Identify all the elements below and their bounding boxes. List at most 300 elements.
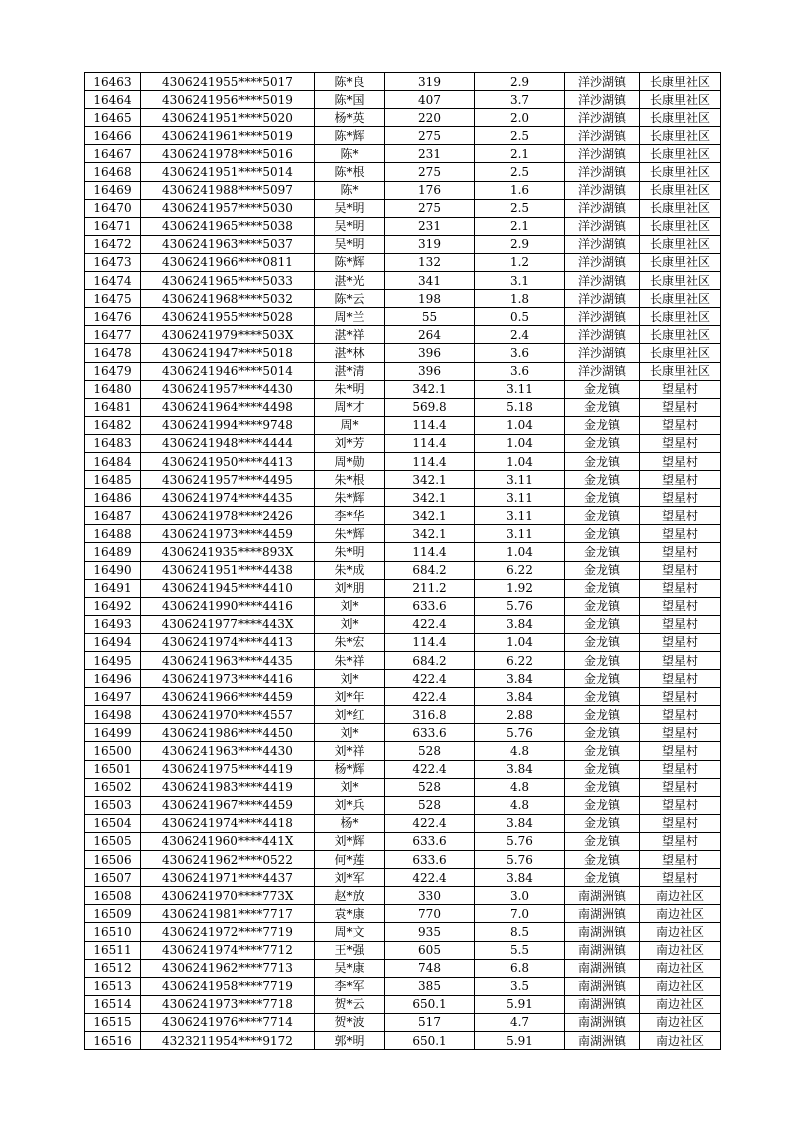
seq-cell: 16470 bbox=[85, 199, 141, 217]
table-row bbox=[85, 615, 721, 633]
name-cell: 刘*朋 bbox=[315, 579, 385, 597]
amount-cell: 1.04 bbox=[475, 416, 565, 434]
area-cell: 684.2 bbox=[385, 561, 475, 579]
amount-cell: 3.0 bbox=[475, 887, 565, 905]
table-row bbox=[85, 688, 721, 706]
town-cell: 南湖洲镇 bbox=[565, 941, 640, 959]
seq-cell: 16475 bbox=[85, 290, 141, 308]
seq-cell: 16484 bbox=[85, 452, 141, 470]
table-row bbox=[85, 253, 721, 271]
amount-cell: 3.6 bbox=[475, 344, 565, 362]
area-cell: 220 bbox=[385, 109, 475, 127]
amount-cell: 5.76 bbox=[475, 832, 565, 850]
id-number-cell: 4306241951****4438 bbox=[141, 561, 315, 579]
town-cell: 南湖洲镇 bbox=[565, 959, 640, 977]
name-cell: 刘* bbox=[315, 597, 385, 615]
seq-cell: 16469 bbox=[85, 181, 141, 199]
id-number-cell: 4306241970****4557 bbox=[141, 706, 315, 724]
seq-cell: 16507 bbox=[85, 869, 141, 887]
village-cell: 南边社区 bbox=[640, 959, 721, 977]
seq-cell: 16493 bbox=[85, 615, 141, 633]
area-cell: 114.4 bbox=[385, 434, 475, 452]
town-cell: 金龙镇 bbox=[565, 706, 640, 724]
town-cell: 金龙镇 bbox=[565, 652, 640, 670]
area-cell: 422.4 bbox=[385, 814, 475, 832]
id-number-cell: 4306241963****4430 bbox=[141, 742, 315, 760]
id-number-cell: 4306241945****4410 bbox=[141, 579, 315, 597]
town-cell: 洋沙湖镇 bbox=[565, 91, 640, 109]
amount-cell: 1.6 bbox=[475, 181, 565, 199]
town-cell: 金龙镇 bbox=[565, 688, 640, 706]
table-row bbox=[85, 959, 721, 977]
name-cell: 刘* bbox=[315, 724, 385, 742]
town-cell: 金龙镇 bbox=[565, 851, 640, 869]
amount-cell: 5.76 bbox=[475, 597, 565, 615]
village-cell: 望星村 bbox=[640, 633, 721, 651]
amount-cell: 6.22 bbox=[475, 652, 565, 670]
village-cell: 长康里社区 bbox=[640, 362, 721, 380]
area-cell: 264 bbox=[385, 326, 475, 344]
table-row bbox=[85, 670, 721, 688]
area-cell: 684.2 bbox=[385, 652, 475, 670]
amount-cell: 2.1 bbox=[475, 145, 565, 163]
id-number-cell: 4306241958****7719 bbox=[141, 977, 315, 995]
table-row bbox=[85, 398, 721, 416]
town-cell: 金龙镇 bbox=[565, 670, 640, 688]
area-cell: 231 bbox=[385, 217, 475, 235]
seq-cell: 16478 bbox=[85, 344, 141, 362]
area-cell: 569.8 bbox=[385, 398, 475, 416]
name-cell: 李*军 bbox=[315, 977, 385, 995]
amount-cell: 3.84 bbox=[475, 615, 565, 633]
id-number-cell: 4306241977****443X bbox=[141, 615, 315, 633]
table-row bbox=[85, 561, 721, 579]
village-cell: 望星村 bbox=[640, 688, 721, 706]
table-row bbox=[85, 851, 721, 869]
seq-cell: 16505 bbox=[85, 832, 141, 850]
table-row bbox=[85, 145, 721, 163]
table-row bbox=[85, 199, 721, 217]
id-number-cell: 4306241979****503X bbox=[141, 326, 315, 344]
area-cell: 55 bbox=[385, 308, 475, 326]
area-cell: 275 bbox=[385, 163, 475, 181]
name-cell: 吴*康 bbox=[315, 959, 385, 977]
amount-cell: 1.04 bbox=[475, 543, 565, 561]
id-number-cell: 4306241986****4450 bbox=[141, 724, 315, 742]
town-cell: 金龙镇 bbox=[565, 579, 640, 597]
town-cell: 金龙镇 bbox=[565, 452, 640, 470]
seq-cell: 16494 bbox=[85, 633, 141, 651]
area-cell: 407 bbox=[385, 91, 475, 109]
id-number-cell: 4306241957****5030 bbox=[141, 199, 315, 217]
amount-cell: 6.22 bbox=[475, 561, 565, 579]
seq-cell: 16514 bbox=[85, 995, 141, 1013]
id-number-cell: 4306241974****7712 bbox=[141, 941, 315, 959]
amount-cell: 3.84 bbox=[475, 688, 565, 706]
town-cell: 洋沙湖镇 bbox=[565, 127, 640, 145]
table-row bbox=[85, 308, 721, 326]
name-cell: 刘*军 bbox=[315, 869, 385, 887]
amount-cell: 1.04 bbox=[475, 452, 565, 470]
town-cell: 金龙镇 bbox=[565, 778, 640, 796]
table-row bbox=[85, 579, 721, 597]
area-cell: 316.8 bbox=[385, 706, 475, 724]
village-cell: 望星村 bbox=[640, 452, 721, 470]
table-row bbox=[85, 344, 721, 362]
area-cell: 176 bbox=[385, 181, 475, 199]
amount-cell: 3.7 bbox=[475, 91, 565, 109]
seq-cell: 16503 bbox=[85, 796, 141, 814]
town-cell: 金龙镇 bbox=[565, 416, 640, 434]
name-cell: 朱*辉 bbox=[315, 489, 385, 507]
amount-cell: 3.84 bbox=[475, 814, 565, 832]
name-cell: 陈*良 bbox=[315, 73, 385, 91]
amount-cell: 0.5 bbox=[475, 308, 565, 326]
name-cell: 朱*宏 bbox=[315, 633, 385, 651]
table-row bbox=[85, 742, 721, 760]
seq-cell: 16515 bbox=[85, 1013, 141, 1031]
name-cell: 朱*成 bbox=[315, 561, 385, 579]
table-row bbox=[85, 652, 721, 670]
area-cell: 114.4 bbox=[385, 452, 475, 470]
town-cell: 南湖洲镇 bbox=[565, 1031, 640, 1049]
table-row bbox=[85, 434, 721, 452]
amount-cell: 8.5 bbox=[475, 923, 565, 941]
town-cell: 洋沙湖镇 bbox=[565, 253, 640, 271]
town-cell: 洋沙湖镇 bbox=[565, 362, 640, 380]
name-cell: 刘*祥 bbox=[315, 742, 385, 760]
id-number-cell: 4306241968****5032 bbox=[141, 290, 315, 308]
village-cell: 长康里社区 bbox=[640, 91, 721, 109]
village-cell: 望星村 bbox=[640, 869, 721, 887]
area-cell: 633.6 bbox=[385, 832, 475, 850]
area-cell: 342.1 bbox=[385, 489, 475, 507]
village-cell: 望星村 bbox=[640, 814, 721, 832]
id-number-cell: 4306241957****4430 bbox=[141, 380, 315, 398]
seq-cell: 16498 bbox=[85, 706, 141, 724]
id-number-cell: 4306241967****4459 bbox=[141, 796, 315, 814]
table-row bbox=[85, 923, 721, 941]
village-cell: 望星村 bbox=[640, 489, 721, 507]
amount-cell: 1.04 bbox=[475, 633, 565, 651]
village-cell: 长康里社区 bbox=[640, 235, 721, 253]
seq-cell: 16502 bbox=[85, 778, 141, 796]
amount-cell: 3.11 bbox=[475, 489, 565, 507]
table-row bbox=[85, 977, 721, 995]
table-row bbox=[85, 778, 721, 796]
seq-cell: 16464 bbox=[85, 91, 141, 109]
name-cell: 杨* bbox=[315, 814, 385, 832]
seq-cell: 16516 bbox=[85, 1031, 141, 1049]
name-cell: 刘*芳 bbox=[315, 434, 385, 452]
amount-cell: 2.5 bbox=[475, 163, 565, 181]
amount-cell: 7.0 bbox=[475, 905, 565, 923]
seq-cell: 16477 bbox=[85, 326, 141, 344]
table-row bbox=[85, 633, 721, 651]
amount-cell: 3.11 bbox=[475, 471, 565, 489]
name-cell: 湛*光 bbox=[315, 272, 385, 290]
town-cell: 金龙镇 bbox=[565, 507, 640, 525]
village-cell: 长康里社区 bbox=[640, 344, 721, 362]
village-cell: 望星村 bbox=[640, 507, 721, 525]
village-cell: 南边社区 bbox=[640, 1013, 721, 1031]
village-cell: 长康里社区 bbox=[640, 73, 721, 91]
town-cell: 金龙镇 bbox=[565, 760, 640, 778]
area-cell: 422.4 bbox=[385, 688, 475, 706]
village-cell: 望星村 bbox=[640, 832, 721, 850]
table-row bbox=[85, 91, 721, 109]
id-number-cell: 4306241978****5016 bbox=[141, 145, 315, 163]
town-cell: 金龙镇 bbox=[565, 471, 640, 489]
amount-cell: 3.84 bbox=[475, 869, 565, 887]
name-cell: 袁*康 bbox=[315, 905, 385, 923]
area-cell: 114.4 bbox=[385, 543, 475, 561]
table-row bbox=[85, 235, 721, 253]
table-row bbox=[85, 869, 721, 887]
name-cell: 周*才 bbox=[315, 398, 385, 416]
id-number-cell: 4306241962****0522 bbox=[141, 851, 315, 869]
id-number-cell: 4306241956****5019 bbox=[141, 91, 315, 109]
name-cell: 刘*兵 bbox=[315, 796, 385, 814]
village-cell: 望星村 bbox=[640, 579, 721, 597]
amount-cell: 3.5 bbox=[475, 977, 565, 995]
amount-cell: 4.8 bbox=[475, 778, 565, 796]
area-cell: 275 bbox=[385, 127, 475, 145]
name-cell: 郭*明 bbox=[315, 1031, 385, 1049]
village-cell: 望星村 bbox=[640, 742, 721, 760]
town-cell: 金龙镇 bbox=[565, 525, 640, 543]
table-row bbox=[85, 1031, 721, 1049]
seq-cell: 16485 bbox=[85, 471, 141, 489]
town-cell: 南湖洲镇 bbox=[565, 1013, 640, 1031]
seq-cell: 16495 bbox=[85, 652, 141, 670]
village-cell: 长康里社区 bbox=[640, 109, 721, 127]
table-row bbox=[85, 362, 721, 380]
town-cell: 金龙镇 bbox=[565, 869, 640, 887]
area-cell: 342.1 bbox=[385, 380, 475, 398]
village-cell: 长康里社区 bbox=[640, 127, 721, 145]
area-cell: 342.1 bbox=[385, 471, 475, 489]
id-number-cell: 4306241974****4413 bbox=[141, 633, 315, 651]
table-row bbox=[85, 471, 721, 489]
town-cell: 金龙镇 bbox=[565, 380, 640, 398]
village-cell: 望星村 bbox=[640, 434, 721, 452]
seq-cell: 16481 bbox=[85, 398, 141, 416]
id-number-cell: 4306241990****4416 bbox=[141, 597, 315, 615]
town-cell: 洋沙湖镇 bbox=[565, 272, 640, 290]
id-number-cell: 4306241964****4498 bbox=[141, 398, 315, 416]
town-cell: 金龙镇 bbox=[565, 398, 640, 416]
town-cell: 洋沙湖镇 bbox=[565, 290, 640, 308]
village-cell: 望星村 bbox=[640, 597, 721, 615]
seq-cell: 16482 bbox=[85, 416, 141, 434]
village-cell: 南边社区 bbox=[640, 887, 721, 905]
village-cell: 长康里社区 bbox=[640, 217, 721, 235]
name-cell: 杨*英 bbox=[315, 109, 385, 127]
id-number-cell: 4306241965****5038 bbox=[141, 217, 315, 235]
town-cell: 洋沙湖镇 bbox=[565, 217, 640, 235]
area-cell: 319 bbox=[385, 235, 475, 253]
amount-cell: 5.18 bbox=[475, 398, 565, 416]
village-cell: 南边社区 bbox=[640, 1031, 721, 1049]
table-row bbox=[85, 887, 721, 905]
village-cell: 南边社区 bbox=[640, 941, 721, 959]
seq-cell: 16492 bbox=[85, 597, 141, 615]
seq-cell: 16479 bbox=[85, 362, 141, 380]
id-number-cell: 4323211954****9172 bbox=[141, 1031, 315, 1049]
table-row bbox=[85, 941, 721, 959]
town-cell: 金龙镇 bbox=[565, 814, 640, 832]
amount-cell: 5.76 bbox=[475, 724, 565, 742]
amount-cell: 2.5 bbox=[475, 127, 565, 145]
seq-cell: 16500 bbox=[85, 742, 141, 760]
town-cell: 洋沙湖镇 bbox=[565, 308, 640, 326]
table-row bbox=[85, 109, 721, 127]
seq-cell: 16486 bbox=[85, 489, 141, 507]
town-cell: 洋沙湖镇 bbox=[565, 163, 640, 181]
id-number-cell: 4306241974****4435 bbox=[141, 489, 315, 507]
village-cell: 望星村 bbox=[640, 670, 721, 688]
amount-cell: 2.9 bbox=[475, 235, 565, 253]
village-cell: 南边社区 bbox=[640, 977, 721, 995]
town-cell: 金龙镇 bbox=[565, 742, 640, 760]
town-cell: 洋沙湖镇 bbox=[565, 199, 640, 217]
amount-cell: 3.11 bbox=[475, 525, 565, 543]
name-cell: 陈*辉 bbox=[315, 253, 385, 271]
name-cell: 贺*云 bbox=[315, 995, 385, 1013]
area-cell: 198 bbox=[385, 290, 475, 308]
area-cell: 633.6 bbox=[385, 597, 475, 615]
id-number-cell: 4306241950****4413 bbox=[141, 452, 315, 470]
name-cell: 周* bbox=[315, 416, 385, 434]
seq-cell: 16474 bbox=[85, 272, 141, 290]
table-row bbox=[85, 163, 721, 181]
town-cell: 金龙镇 bbox=[565, 434, 640, 452]
id-number-cell: 4306241971****4437 bbox=[141, 869, 315, 887]
name-cell: 李*华 bbox=[315, 507, 385, 525]
area-cell: 342.1 bbox=[385, 525, 475, 543]
id-number-cell: 4306241972****7719 bbox=[141, 923, 315, 941]
town-cell: 金龙镇 bbox=[565, 633, 640, 651]
seq-cell: 16488 bbox=[85, 525, 141, 543]
village-cell: 长康里社区 bbox=[640, 253, 721, 271]
seq-cell: 16509 bbox=[85, 905, 141, 923]
area-cell: 275 bbox=[385, 199, 475, 217]
village-cell: 望星村 bbox=[640, 760, 721, 778]
area-cell: 385 bbox=[385, 977, 475, 995]
name-cell: 王*强 bbox=[315, 941, 385, 959]
area-cell: 935 bbox=[385, 923, 475, 941]
town-cell: 南湖洲镇 bbox=[565, 923, 640, 941]
table-row bbox=[85, 905, 721, 923]
table-row bbox=[85, 290, 721, 308]
seq-cell: 16512 bbox=[85, 959, 141, 977]
seq-cell: 16496 bbox=[85, 670, 141, 688]
area-cell: 770 bbox=[385, 905, 475, 923]
village-cell: 长康里社区 bbox=[640, 290, 721, 308]
seq-cell: 16501 bbox=[85, 760, 141, 778]
seq-cell: 16465 bbox=[85, 109, 141, 127]
town-cell: 金龙镇 bbox=[565, 543, 640, 561]
id-number-cell: 4306241960****441X bbox=[141, 832, 315, 850]
village-cell: 望星村 bbox=[640, 615, 721, 633]
area-cell: 422.4 bbox=[385, 670, 475, 688]
id-number-cell: 4306241974****4418 bbox=[141, 814, 315, 832]
village-cell: 望星村 bbox=[640, 652, 721, 670]
name-cell: 刘*红 bbox=[315, 706, 385, 724]
id-number-cell: 4306241955****5028 bbox=[141, 308, 315, 326]
area-cell: 114.4 bbox=[385, 416, 475, 434]
village-cell: 长康里社区 bbox=[640, 308, 721, 326]
area-cell: 342.1 bbox=[385, 507, 475, 525]
area-cell: 528 bbox=[385, 778, 475, 796]
area-cell: 211.2 bbox=[385, 579, 475, 597]
name-cell: 朱*明 bbox=[315, 380, 385, 398]
table-row bbox=[85, 452, 721, 470]
amount-cell: 2.0 bbox=[475, 109, 565, 127]
amount-cell: 4.8 bbox=[475, 742, 565, 760]
name-cell: 刘* bbox=[315, 670, 385, 688]
area-cell: 422.4 bbox=[385, 869, 475, 887]
area-cell: 132 bbox=[385, 253, 475, 271]
amount-cell: 6.8 bbox=[475, 959, 565, 977]
town-cell: 洋沙湖镇 bbox=[565, 235, 640, 253]
seq-cell: 16490 bbox=[85, 561, 141, 579]
id-number-cell: 4306241973****4459 bbox=[141, 525, 315, 543]
area-cell: 231 bbox=[385, 145, 475, 163]
table-row bbox=[85, 326, 721, 344]
amount-cell: 5.76 bbox=[475, 851, 565, 869]
table-row bbox=[85, 507, 721, 525]
village-cell: 望星村 bbox=[640, 543, 721, 561]
seq-cell: 16497 bbox=[85, 688, 141, 706]
village-cell: 南边社区 bbox=[640, 923, 721, 941]
town-cell: 南湖洲镇 bbox=[565, 995, 640, 1013]
area-cell: 528 bbox=[385, 796, 475, 814]
village-cell: 长康里社区 bbox=[640, 163, 721, 181]
amount-cell: 4.7 bbox=[475, 1013, 565, 1031]
id-number-cell: 4306241955****5017 bbox=[141, 73, 315, 91]
town-cell: 金龙镇 bbox=[565, 615, 640, 633]
area-cell: 396 bbox=[385, 344, 475, 362]
id-number-cell: 4306241962****7713 bbox=[141, 959, 315, 977]
id-number-cell: 4306241963****5037 bbox=[141, 235, 315, 253]
seq-cell: 16489 bbox=[85, 543, 141, 561]
table-row bbox=[85, 127, 721, 145]
id-number-cell: 4306241951****5014 bbox=[141, 163, 315, 181]
amount-cell: 5.91 bbox=[475, 1031, 565, 1049]
seq-cell: 16471 bbox=[85, 217, 141, 235]
seq-cell: 16487 bbox=[85, 507, 141, 525]
id-number-cell: 4306241976****7714 bbox=[141, 1013, 315, 1031]
amount-cell: 3.1 bbox=[475, 272, 565, 290]
name-cell: 吴*明 bbox=[315, 235, 385, 253]
village-cell: 望星村 bbox=[640, 778, 721, 796]
table-row bbox=[85, 724, 721, 742]
name-cell: 刘*年 bbox=[315, 688, 385, 706]
seq-cell: 16468 bbox=[85, 163, 141, 181]
village-cell: 长康里社区 bbox=[640, 199, 721, 217]
area-cell: 528 bbox=[385, 742, 475, 760]
seq-cell: 16467 bbox=[85, 145, 141, 163]
amount-cell: 1.92 bbox=[475, 579, 565, 597]
name-cell: 湛*清 bbox=[315, 362, 385, 380]
seq-cell: 16506 bbox=[85, 851, 141, 869]
village-cell: 望星村 bbox=[640, 796, 721, 814]
village-cell: 望星村 bbox=[640, 851, 721, 869]
amount-cell: 2.9 bbox=[475, 73, 565, 91]
village-cell: 望星村 bbox=[640, 416, 721, 434]
